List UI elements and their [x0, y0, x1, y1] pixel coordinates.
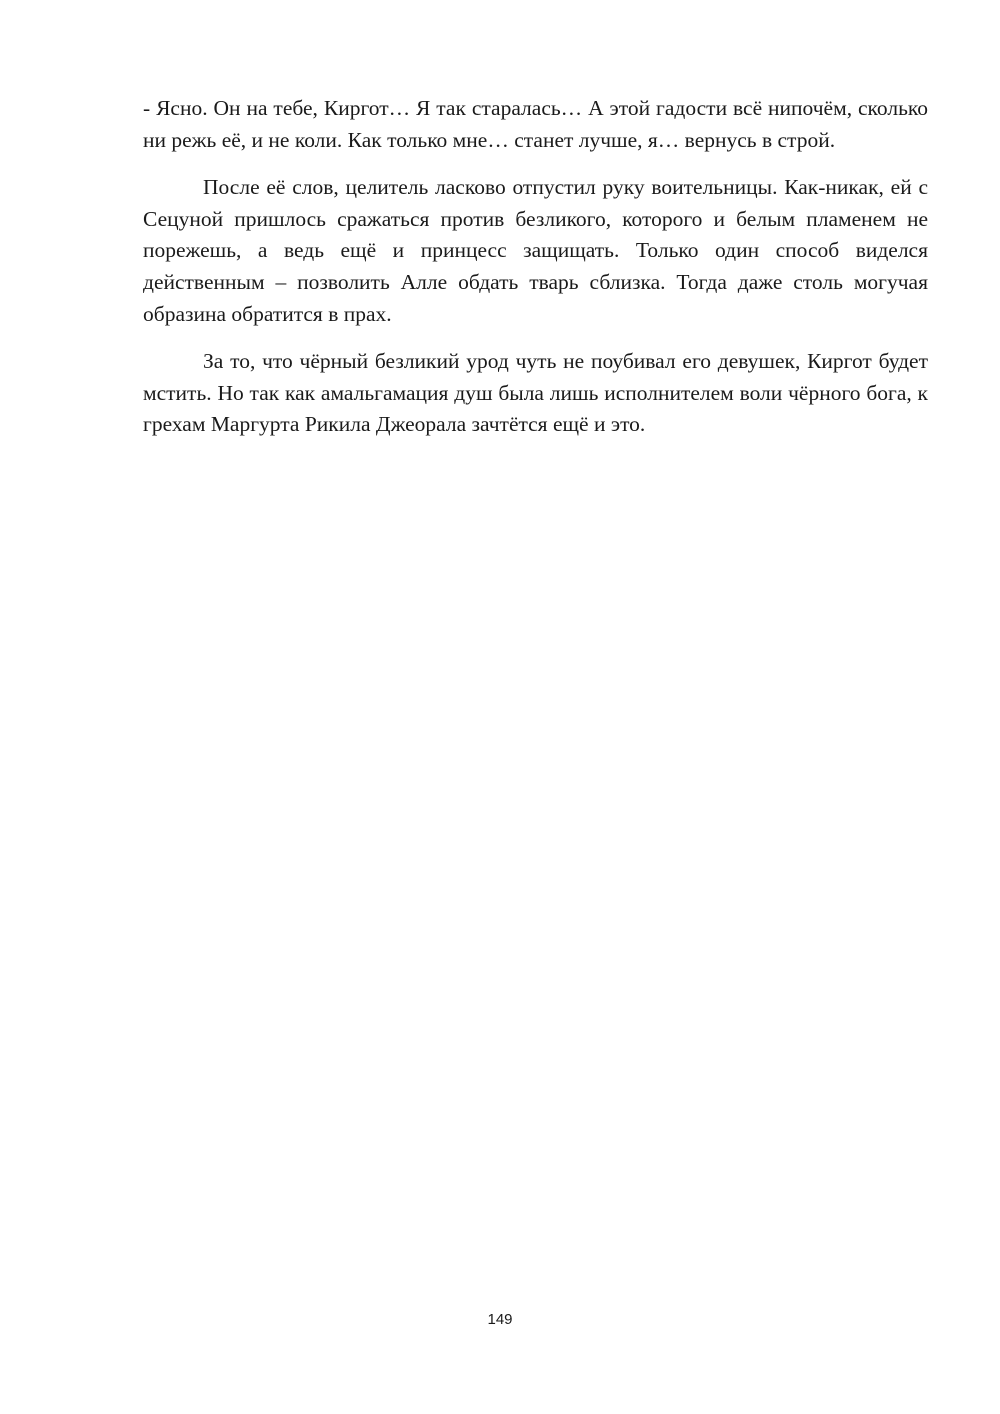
body-text — [143, 93, 928, 457]
page-number: 149 — [487, 1311, 513, 1328]
paragraph-2: После её слов, целитель ласково отпустил руку воительницы. Как-никак, ей с Сецуной пришлось сражаться против безликого, которого и белым пламенем не порежешь, а ведь ещё и принцесс защищать. Только один способ виделся действенным – позволить Алле обдать тварь сблизка. Тогда даже столь могучая образина обратится в прах. — [143, 175, 928, 326]
paragraph-3: За то, что чёрный безликий урод чуть не поубивал его девушек, Киргот будет мстить. Но так как амальгамация душ была лишь исполнителем воли чёрного бога, к грехам Маргурта Рикила Джеорала зачтётся ещё и это. — [143, 349, 928, 437]
paragraph-1: - Ясно. Он на тебе, Киргот… Я так старалась… А этой гадости всё нипочём, сколько ни режь её, и не коли. Как только мне… станет лучше, я… вернусь в строй. — [143, 96, 928, 152]
